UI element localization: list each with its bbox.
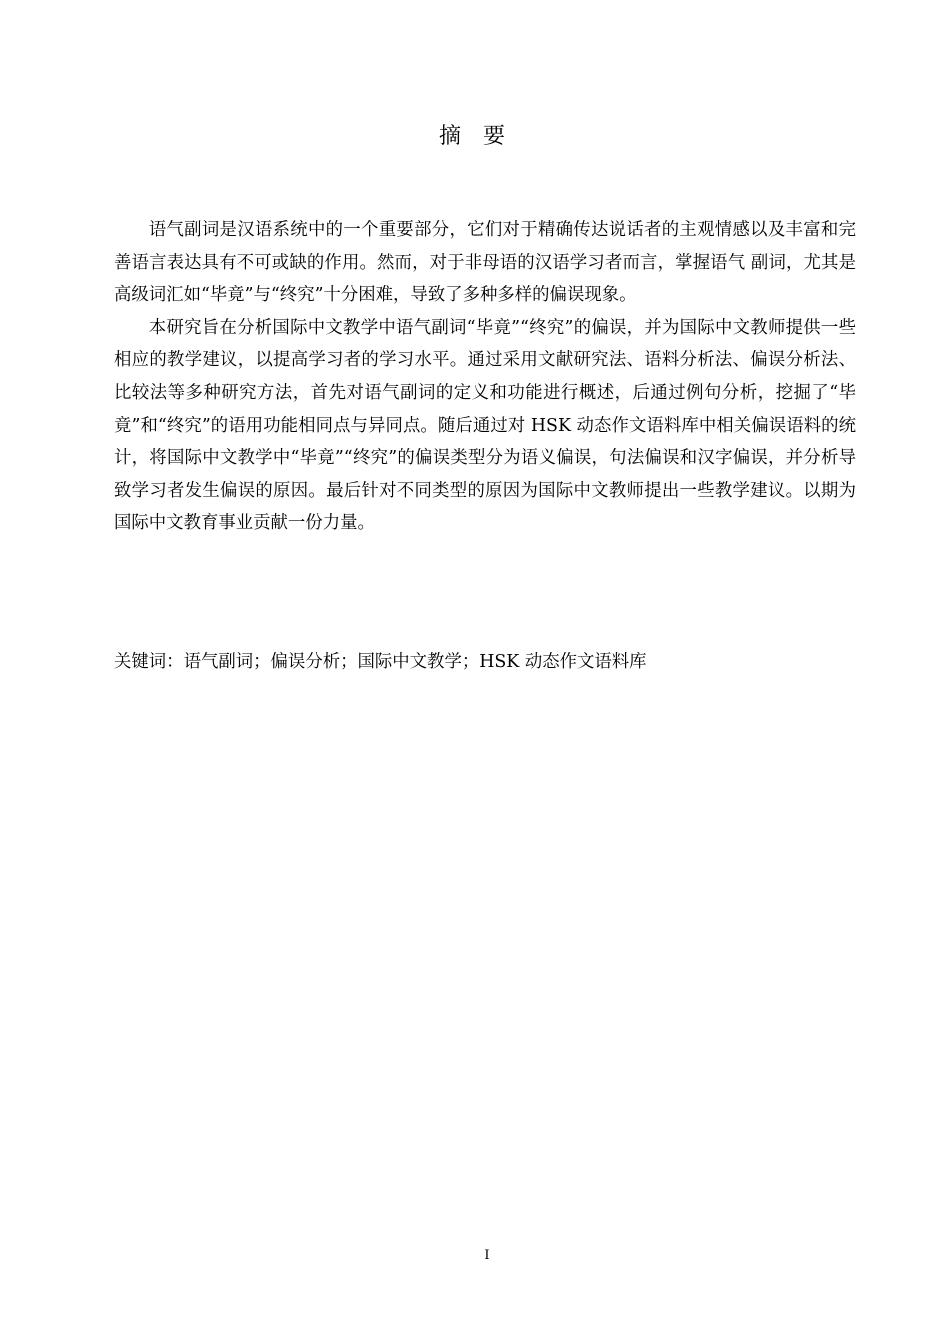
keywords-line xyxy=(114,647,856,677)
keywords-list: 语气副词；偏误分析；国际中文教学；HSK 动态作文语料库 xyxy=(183,652,647,672)
abstract-paragraph-2: 本研究旨在分析国际中文教学中语气副词“毕竟”“终究”的偏误，并为国际中文教师提供一些相应的教学建议，以提高学习者的学习水平。通过采用文献研究法、语料分析法、偏误分析法、比较法等多种研究方法，首先对语气副词的定义和功能进行概述，后通过例句分析，挖掘了“毕竟”和“终究”的语用功能相同点与异同点。随后通过对 HSK 动态作文语料库中相关偏误语料的统计，将国际中文教学中“毕竟”“终究”的偏误类型分为语义偏误，句法偏误和汉字偏误，并分析导致学习者发生偏误的原因。最后针对不同类型的原因为国际中文教师提出一些教学建议。以期为国际中文教育事业贡献一份力量。 xyxy=(114,317,856,534)
page-number: I xyxy=(484,1248,490,1263)
abstract-title: 摘要 xyxy=(438,124,527,149)
abstract-body xyxy=(114,214,856,540)
abstract-paragraph-1: 语气副词是汉语系统中的一个重要部分，它们对于精确传达说话者的主观情感以及丰富和完善语言表达具有不可或缺的作用。然而，对于非母语的汉语学习者而言，掌握语气 副词，尤其是高级词汇如“毕竟”与“终究”十分困难，导致了多种多样的偏误现象。 xyxy=(114,220,856,306)
keywords-label: 关键词： xyxy=(114,652,184,672)
